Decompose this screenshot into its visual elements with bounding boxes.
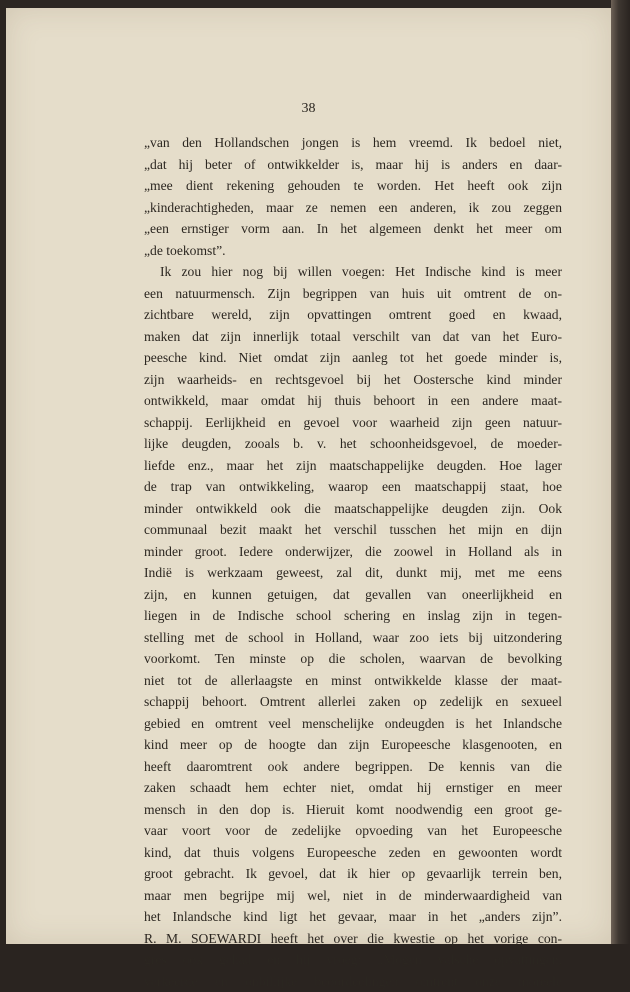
text-line: „de toekomst”. xyxy=(144,240,562,262)
text-line: gres ook gehad en hij vroeg: „Mogen valsche opvattingen, xyxy=(144,949,562,971)
text-line: minder groot. Iedere onderwijzer, die zoowel in Holland als in xyxy=(144,541,562,563)
text-line: communaal bezit maakt het verschil tusschen het mijn en dijn xyxy=(144,519,562,541)
text-line: gebied en omtrent veel menschelijke ondeugden is het Inlandsche xyxy=(144,713,562,735)
body-text xyxy=(144,132,562,992)
text-line: kind, dat thuis volgens Europeesche zeden en gewoonten wordt xyxy=(144,842,562,864)
text-line: Indië is werkzaam geweest, zal dit, dunkt mij, met me eens xyxy=(144,562,562,584)
text-line: stelling met de school in Holland, waar zoo iets bij uitzondering xyxy=(144,627,562,649)
book-page xyxy=(6,8,611,944)
text-line: zijn waarheids- en rechtsgevoel bij het Oostersche kind minder xyxy=(144,369,562,391)
text-line: „kinderachtigheden, maar ze nemen een anderen, ik zou zeggen xyxy=(144,197,562,219)
text-line: heeft daaromtrent ook andere begrippen. De kennis van die xyxy=(144,756,562,778)
text-line: vaar voort voor de zedelijke opvoeding van het Europeesche xyxy=(144,820,562,842)
text-line: „mee dient rekening gehouden te worden. Het heeft ook zijn xyxy=(144,175,562,197)
text-line: zichtbare wereld, zijn opvattingen omtrent goed en kwaad, xyxy=(144,304,562,326)
text-line: R. M. SOEWARDI heeft het over die kwestie op het vorige con- xyxy=(144,928,562,950)
text-line: zijn, en kunnen getuigen, dat gevallen van oneerlijkheid en xyxy=(144,584,562,606)
text-line: liefde enz., maar het zijn maatschappelijke deugden. Hoe lager xyxy=(144,455,562,477)
text-line: ontwikkeld, maar omdat hij thuis behoort in een andere maat- xyxy=(144,390,562,412)
text-line: het Inlandsche kind ligt het gevaar, maar in het „anders zijn”. xyxy=(144,906,562,928)
text-line: „dat hij beter of ontwikkelder is, maar hij is anders en daar- xyxy=(144,154,562,176)
text-line: Ik zou hier nog bij willen voegen: Het Indische kind is meer xyxy=(144,261,562,283)
text-line: maken dat zijn innerlijk totaal verschilt van dat van het Euro- xyxy=(144,326,562,348)
text-line: maar men begrijpe mij wel, niet in de minderwaardigheid van xyxy=(144,885,562,907)
text-line: schappij. Eerlijkheid en gevoel voor waarheid zijn geen natuur- xyxy=(144,412,562,434)
page-number: 38 xyxy=(6,101,611,117)
text-line: verkeerde en onbillijke beoordeelingen omtrent onze moreele xyxy=(144,971,562,992)
text-line: kind meer op de hoogte dan zijn Europeesche klasgenooten, en xyxy=(144,734,562,756)
text-line: een natuurmensch. Zijn begrippen van huis uit omtrent de on- xyxy=(144,283,562,305)
text-line: schappij behoort. Omtrent allerlei zaken op zedelijk en sexueel xyxy=(144,691,562,713)
text-line: minder ontwikkeld ook die maatschappelijke deugden zijn. Ook xyxy=(144,498,562,520)
text-line: „van den Hollandschen jongen is hem vreemd. Ik bedoel niet, xyxy=(144,132,562,154)
text-line: liegen in de Indische school schering en inslag zijn in tegen- xyxy=(144,605,562,627)
text-line: zaken schaadt hem echter niet, omdat hij ernstiger en meer xyxy=(144,777,562,799)
text-line: de trap van ontwikkeling, waarop een maatschappij staat, hoe xyxy=(144,476,562,498)
text-line: mensch in den dop is. Hieruit komt noodwendig een groot ge- xyxy=(144,799,562,821)
text-line: niet tot de allerlaagste en minst ontwikkelde klasse der maat- xyxy=(144,670,562,692)
text-line: voorkomt. Ten minste op die scholen, waarvan de bevolking xyxy=(144,648,562,670)
text-line: „een ernstiger vorm aan. In het algemeen denkt het meer om xyxy=(144,218,562,240)
text-line: lijke deugden, zooals b. v. het schoonheidsgevoel, de moeder- xyxy=(144,433,562,455)
text-line: groot gebracht. Ik gevoel, dat ik hier op gevaarlijk terrein ben, xyxy=(144,863,562,885)
page-gutter-edge xyxy=(611,0,630,944)
text-line: peesche kind. Niet omdat zijn aanleg tot het goede minder is, xyxy=(144,347,562,369)
